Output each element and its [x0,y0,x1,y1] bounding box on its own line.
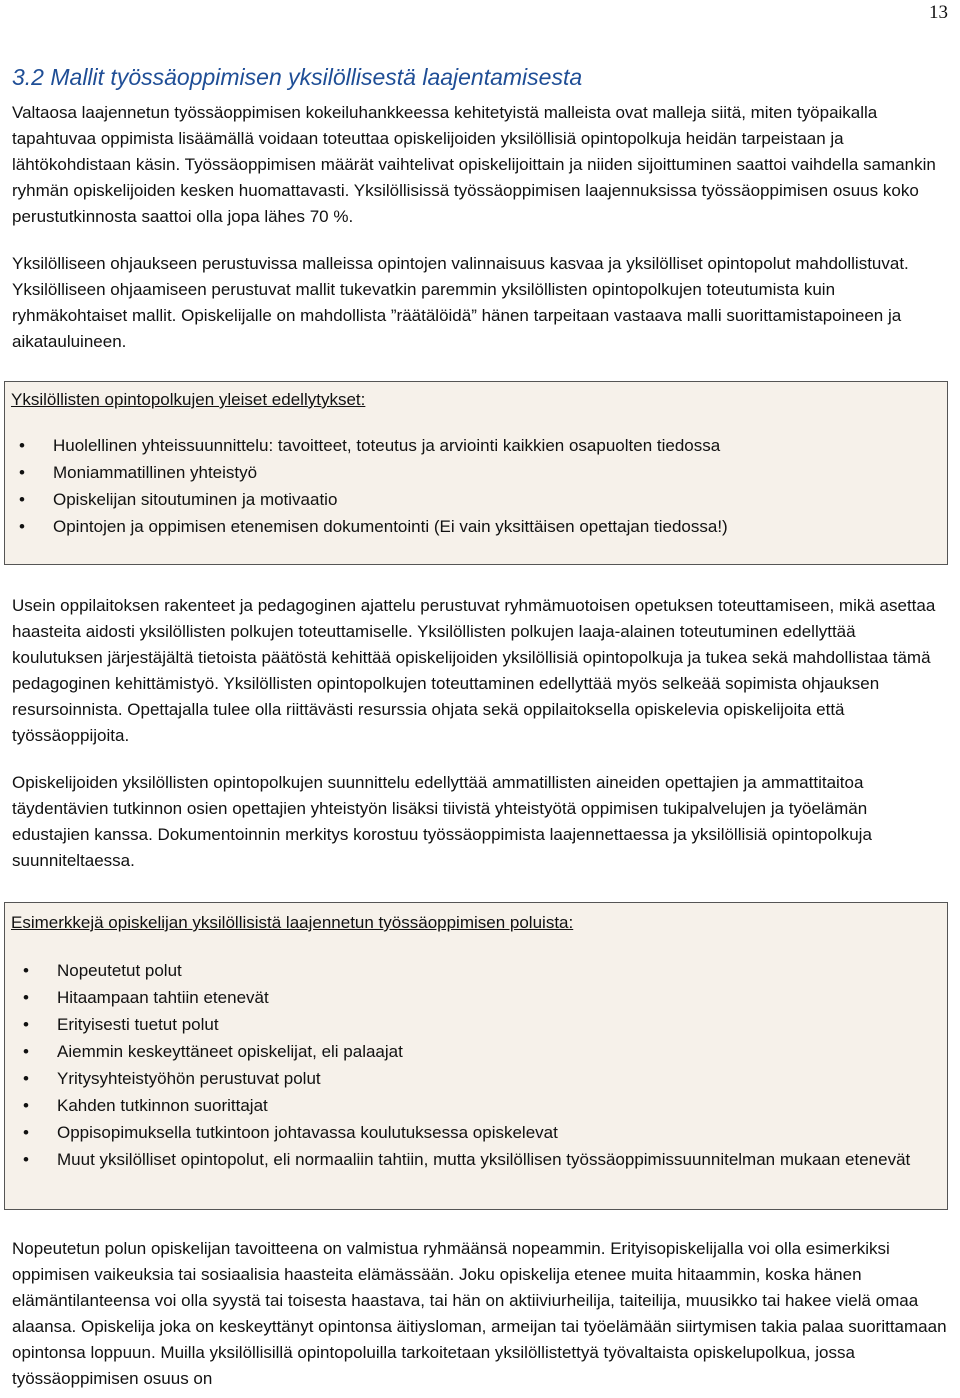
bullet-icon: • [23,1015,29,1034]
bullet-icon: • [23,1150,29,1169]
list-item-text: Oppisopimuksella tutkintoon johtavassa koulutuksessa opiskelevat [57,1123,558,1142]
list-item [5,1146,947,1173]
examples-box-title: Esimerkkejä opiskelijan yksilöllisistä laajennetun työssäoppimisen poluista: [11,913,574,932]
document-body [12,62,948,1392]
list-item-text: Huolellinen yhteissuunnittelu: tavoitteet, toteutus ja arviointi kaikkien osapuolten tiedossa [53,436,721,455]
bullet-icon: • [23,1096,29,1115]
list-item [5,513,947,540]
examples-list [5,957,947,1173]
list-item [5,1092,947,1119]
list-item [5,432,947,459]
list-item-text: Opiskelijan sitoutuminen ja motivaatio [53,490,338,509]
prerequisites-box-title: Yksilöllisten opintopolkujen yleiset edellytykset: [11,390,366,409]
paragraph-individual-guidance: Yksilölliseen ohjaukseen perustuvissa malleissa opintojen valinnaisuus kasvaa ja yksilölliset opintopolut mahdollistuvat. Yksilölliseen ohjaamiseen perustuvat mallit tukevatkin paremmin yksilöllisten opintopolkujen toteutumista kuin ryhmäkohtaiset mallit. Opiskelijalle on mahdollista ”räätälöidä” hänen tarpeitaan vastaava malli suorittamistapoineen ja aikatauluineen. [12,254,909,351]
bullet-icon: • [19,463,25,482]
prerequisites-list [5,432,947,540]
list-item-text: Muut yksilölliset opintopolut, eli normaaliin tahtiin, mutta yksilöllisen työssäoppimissuunnitelman mukaan etenevät [57,1150,911,1169]
bullet-icon: • [23,988,29,1007]
paragraph-intro: Valtaosa laajennetun työssäoppimisen kokeiluhankkeessa kehitetyistä malleista ovat malleja siitä, miten työpaikalla tapahtuvaa oppimista lisäämällä voidaan toteuttaa opiskelijoiden yksilöllisiä opintopolkuja heidän tarpeistaan ja lähtökohdistaan käsin. Työssäoppimisen määrät vaihtelivat opiskelijoittain ja niiden sijoittuminen saattoi vaihdella samankin ryhmän opiskelijoiden kesken huomattavasti. Yksilöllisissä työssäoppimisen laajennuksissa työssäoppimisen osuus koko perustutkinnosta saattoi olla jopa lähes 70 %. [12,103,936,226]
paragraph-fast-track: Nopeutetun polun opiskelijan tavoitteena on valmistua ryhmäänsä nopeammin. Erityisopiskelijalla voi olla esimerkiksi oppimisen vaikeuksia tai sosiaalisia haasteita elämässään. Joku opiskelija etenee muita hitaammin, koska hänen elämäntilanteensa voi olla syystä tai toisesta haastava, tai hän on aktiiviurheilija, taiteilija, muusikko tai hakee vielä omaa alaansa. Opiskelija joka on keskeyttänyt opintonsa äitiysloman, armeijan tai työelämään siirtymisen takia palaa suorittamaan opintonsa loppuun. Muilla yksilöllisillä opintopoluilla tarkoitetaan yksilöllistettyä työvaltaista opiskelupolkua, jossa työssäoppimisen osuus on [12,1239,947,1388]
list-item [5,957,947,984]
list-item-text: Hitaampaan tahtiin etenevät [57,988,269,1007]
section-heading: 3.2 Mallit työssäoppimisen yksilöllisestä laajentamisesta [12,64,583,90]
bullet-icon: • [19,490,25,509]
list-item-text: Erityisesti tuetut polut [57,1015,219,1034]
bullet-icon: • [23,961,29,980]
list-item-text: Opintojen ja oppimisen etenemisen dokumentointi (Ei vain yksittäisen opettajan tiedossa!) [53,517,728,536]
list-item [5,984,947,1011]
bullet-icon: • [23,1123,29,1142]
list-item-text: Kahden tutkinnon suorittajat [57,1096,268,1115]
page-number: 13 [929,2,948,23]
bullet-icon: • [19,517,25,536]
paragraph-planning: Opiskelijoiden yksilöllisten opintopolkujen suunnittelu edellyttää ammatillisten aineiden opettajien ja ammattitaitoa täydentävien tutkinnon osien opettajien yhteistyön lisäksi tiivistä yhteistyötä oppimisen tukipalvelujen ja työelämän edustajien kanssa. Dokumentoinnin merkitys korostuu työssäoppimista laajennettaessa ja yksilöllisiä opintopolkuja suunniteltaessa. [12,773,872,870]
bullet-icon: • [19,436,25,455]
prerequisites-box [4,381,948,565]
bullet-icon: • [23,1042,29,1061]
list-item [5,1038,947,1065]
list-item-text: Aiemmin keskeyttäneet opiskelijat, eli palaajat [57,1042,403,1061]
list-item-text: Moniammatillinen yhteistyö [53,463,258,482]
list-item [5,1119,947,1146]
paragraph-structures: Usein oppilaitoksen rakenteet ja pedagoginen ajattelu perustuvat ryhmämuotoisen opetuksen toteuttamiseen, mikä asettaa haasteita aidosti yksilöllisten polkujen toteuttamiselle. Yksilöllisten polkujen laaja-alainen toteutuminen edellyttää koulutuksen järjestäjältä tietoista päätöstä kehittää opiskelijoiden yksilöllisiä opintopolkuja ja tukea sekä mahdollistaa tämä pedagoginen kehittämistyö. Yksilöllisten opintopolkujen toteuttaminen edellyttää myös selkeää sopimista ohjauksen resursoinnista. Opettajalla tulee olla riittävästi resurssia ohjata sekä oppilaitoksella opiskelevia opiskelijoita että työssäoppijoita. [12,596,936,745]
list-item [5,486,947,513]
list-item-text: Yritysyhteistyöhön perustuvat polut [57,1069,321,1088]
examples-box [4,902,948,1210]
list-item [5,1065,947,1092]
list-item-text: Nopeutetut polut [57,961,182,980]
list-item [5,1011,947,1038]
list-item [5,459,947,486]
bullet-icon: • [23,1069,29,1088]
